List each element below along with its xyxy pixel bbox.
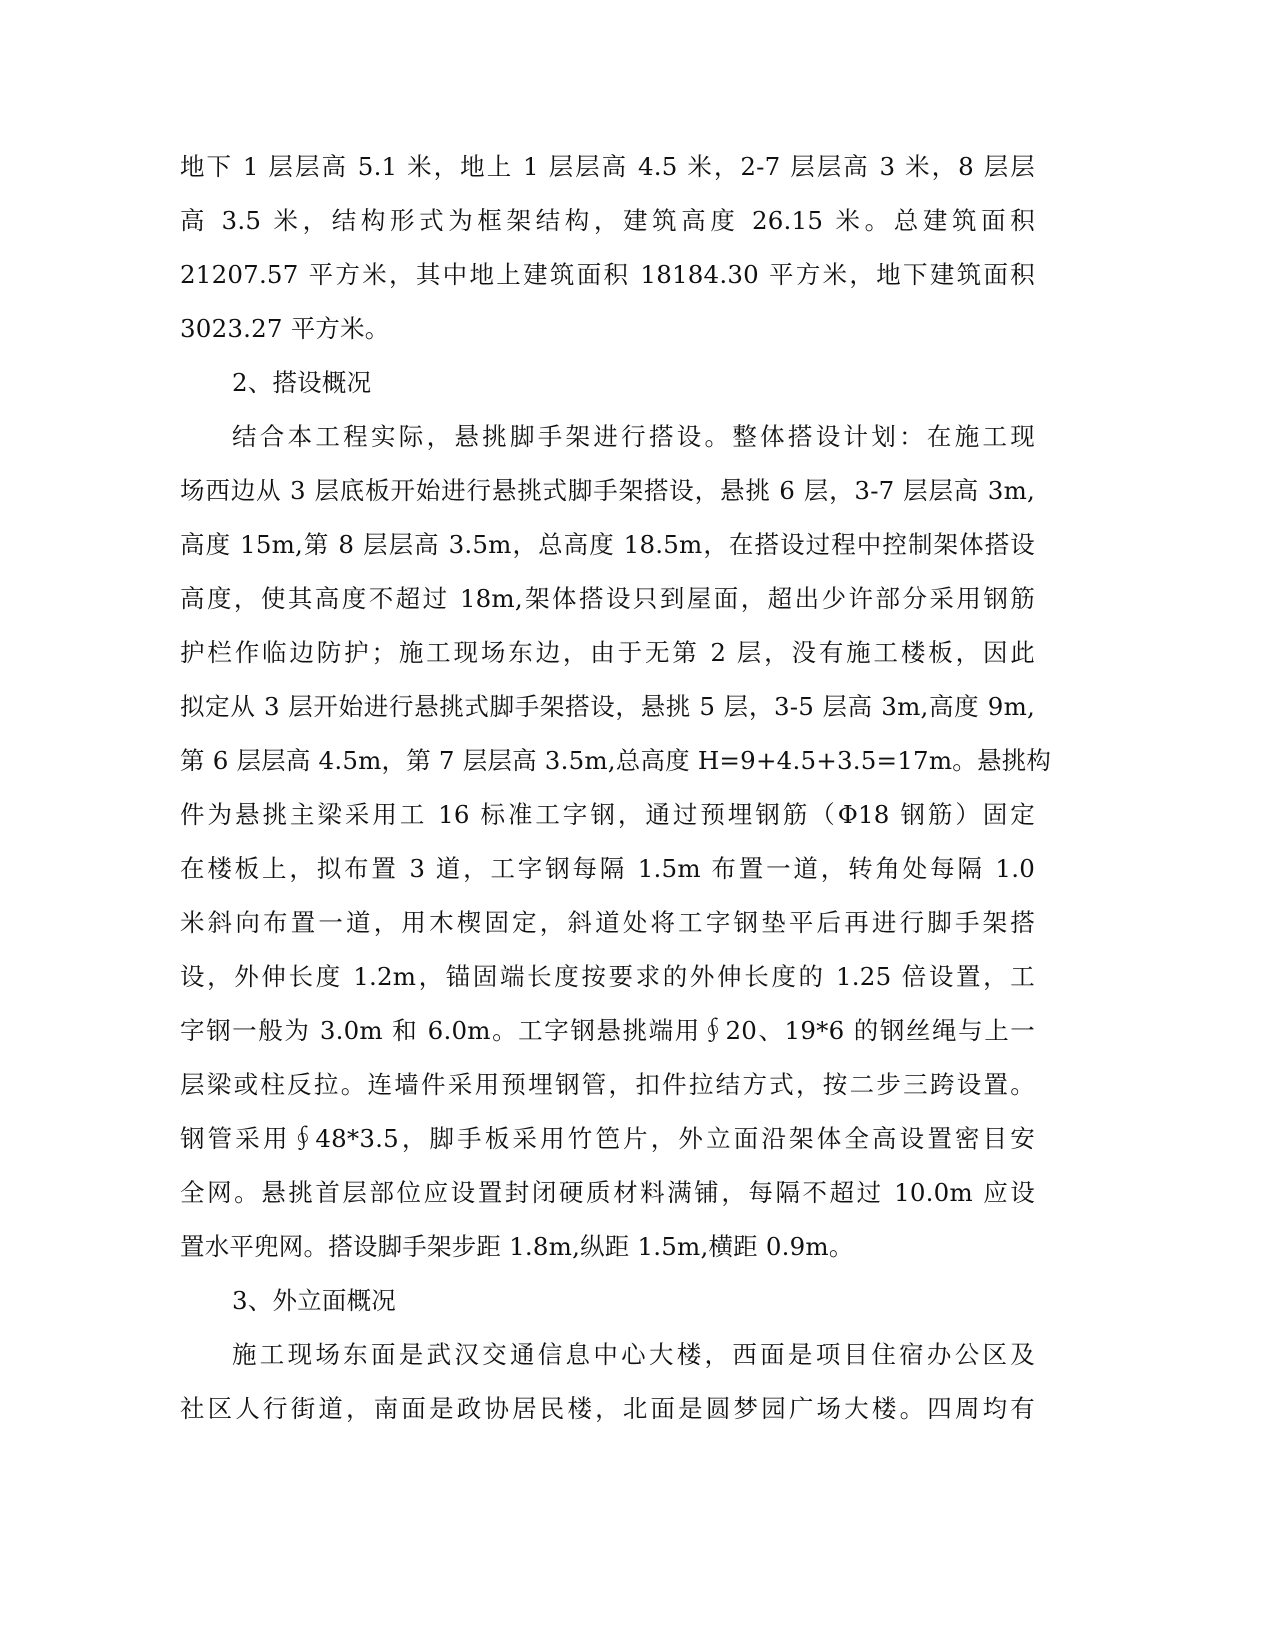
text-line: 高度，使其高度不超过 18m,架体搭设只到屋面，超出少许部分采用钢筋 (180, 584, 1035, 613)
text-line: 第 6 层层高 4.5m，第 7 层层高 3.5m,总高度 H=9+4.5+3.5=17m。悬挑构 (180, 746, 1052, 775)
text-line: 场西边从 3 层底板开始进行悬挑式脚手架搭设，悬挑 6 层，3-7 层层高 3m, (180, 476, 1035, 505)
section-heading-facade-overview: 3、外立面概况 (232, 1286, 396, 1315)
text-line: 施工现场东面是武汉交通信息中心大楼，西面是项目住宿办公区及 (232, 1340, 1035, 1369)
text-line: 层梁或柱反拉。连墙件采用预埋钢管，扣件拉结方式，按二步三跨设置。 (180, 1070, 1035, 1099)
text-line: 拟定从 3 层开始进行悬挑式脚手架搭设，悬挑 5 层，3-5 层高 3m,高度 9m, (180, 692, 1035, 721)
text-line: 钢管采用∮48*3.5，脚手板采用竹笆片，外立面沿架体全高设置密目安 (180, 1124, 1035, 1153)
text-line: 设，外伸长度 1.2m，锚固端长度按要求的外伸长度的 1.25 倍设置，工 (180, 962, 1035, 991)
text-line: 高度 15m,第 8 层层高 3.5m，总高度 18.5m，在搭设过程中控制架体搭设 (180, 530, 1035, 559)
paragraph-erection-overview (180, 410, 1052, 1274)
text-line: 米斜向布置一道，用木楔固定，斜道处将工字钢垫平后再进行脚手架搭 (180, 908, 1035, 937)
text-line: 护栏作临边防护；施工现场东边，由于无第 2 层，没有施工楼板，因此 (180, 638, 1035, 667)
text-line: 字钢一般为 3.0m 和 6.0m。工字钢悬挑端用∮20、19*6 的钢丝绳与上一 (180, 1016, 1035, 1045)
text-line: 3023.27 平方米。 (180, 314, 390, 343)
document-body (180, 140, 1052, 1436)
text-line: 社区人行街道，南面是政协居民楼，北面是圆梦园广场大楼。四周均有 (180, 1394, 1035, 1423)
text-line: 21207.57 平方米，其中地上建筑面积 18184.30 平方米，地下建筑面积 (180, 260, 1035, 289)
paragraph-building-overview (180, 140, 1035, 356)
text-line: 件为悬挑主梁采用工 16 标准工字钢，通过预埋钢筋（Φ18 钢筋）固定 (180, 800, 1035, 829)
section-heading-erection-overview: 2、搭设概况 (232, 368, 372, 397)
text-line: 全网。悬挑首层部位应设置封闭硬质材料满铺，每隔不超过 10.0m 应设 (180, 1178, 1035, 1207)
text-line: 结合本工程实际，悬挑脚手架进行搭设。整体搭设计划：在施工现 (232, 422, 1035, 451)
paragraph-facade-overview (180, 1328, 1035, 1436)
text-line: 在楼板上，拟布置 3 道，工字钢每隔 1.5m 布置一道，转角处每隔 1.0 (180, 854, 1035, 883)
text-line: 高 3.5 米，结构形式为框架结构，建筑高度 26.15 米。总建筑面积 (180, 206, 1035, 235)
text-line: 置水平兜网。搭设脚手架步距 1.8m,纵距 1.5m,横距 0.9m。 (180, 1232, 854, 1261)
text-line: 地下 1 层层高 5.1 米，地上 1 层层高 4.5 米，2-7 层层高 3 米，8 层层 (180, 152, 1035, 181)
